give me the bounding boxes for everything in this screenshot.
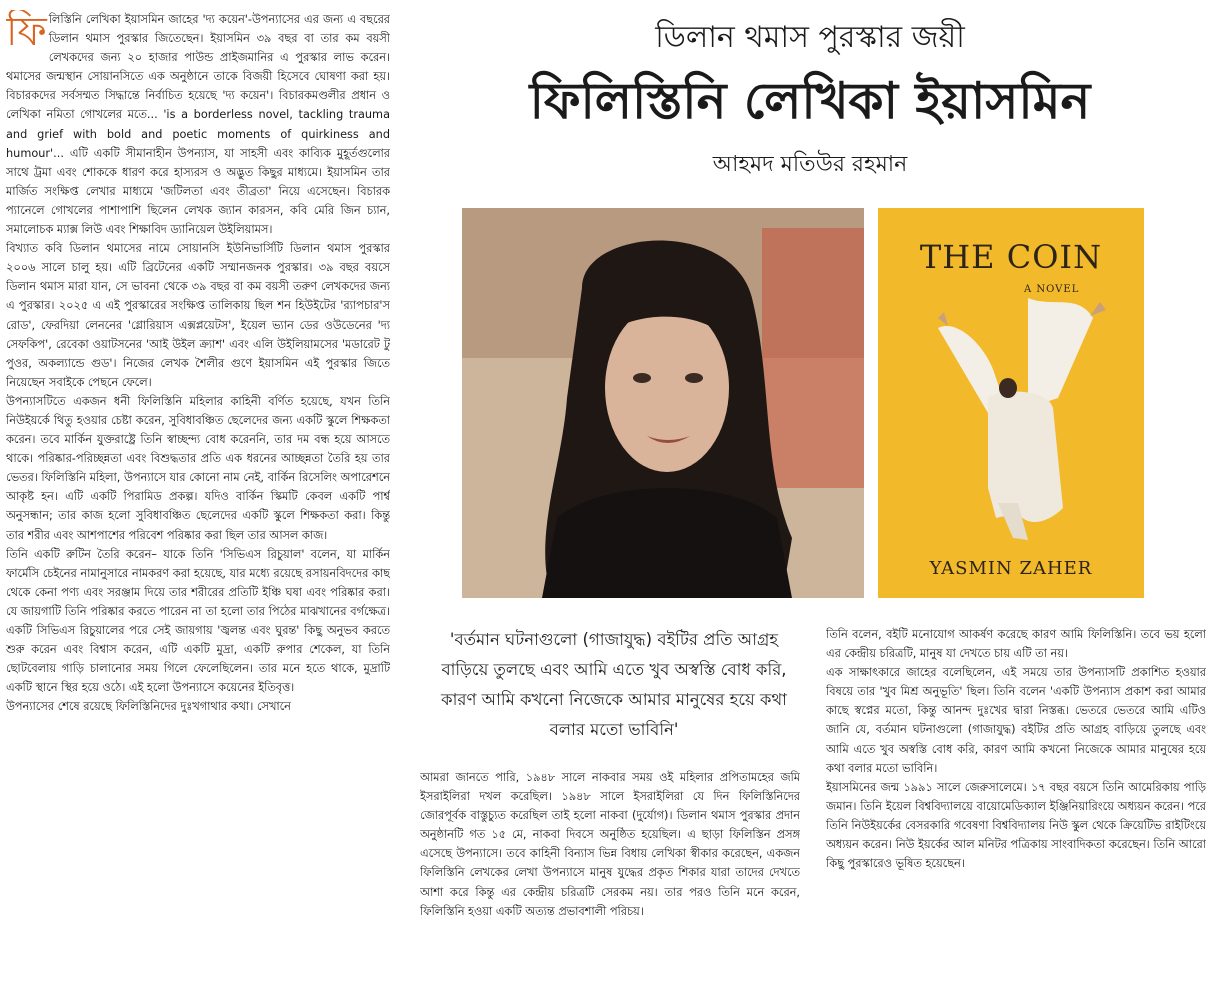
- headline-title: ফিলিস্তিনি লেখিকা ইয়াসমিন: [529, 72, 1091, 130]
- middle-text-column: [420, 768, 800, 980]
- author-portrait-photo: [462, 208, 864, 598]
- body-paragraph: তিনি একটি রুটিন তৈরি করেন– যাকে তিনি 'সিভিএস রিচুয়াল' বলেন, যা মার্কিন ফার্মেসি চেইনের নামানুসারে নামকরণ করা হয়েছে, যার মধ্যে রয়েছে রসায়নবিদদের কাছ থেকে কেনা পণ্য এবং সরঞ্জাম দিয়ে তার শরীরের প্রতিটি ইঞ্চি ঘষা এবং পরিষ্কার করা। যে জায়গাটি তিনি পরিষ্কার করতে পারেন না তা হলো তার পিঠের মাঝখানের বর্গক্ষেত্র। একটি সিভিএস রিচুয়ালের পরে সেই জায়গায় 'জ্বলন্ত এবং ঘুরন্ত' কিছু অনুভব করতে শুরু করেন এবং বিশ্বাস করেন, এটি একটি মুদ্রা, একটি রুপার শেকেল, যা তিনি ছোটবেলায় গাড়ি চালানোর সময় গিলে ফেলেছিলেন। তার মনে হতে থাকে, মুদ্রাটি একটি স্থানে স্থির হয়ে ওঠে। এই হলো উপন্যাসে কয়েনের ইতিবৃত্ত।: [6, 547, 390, 695]
- body-paragraph: উপন্যাসের শেষে রয়েছে ফিলিস্তিনিদের দুঃখগাথার কথা। সেখানে: [6, 700, 291, 714]
- dropcap: ফি: [6, 10, 47, 55]
- book-title: THE COIN: [919, 238, 1103, 276]
- body-paragraph: আমরা জানতে পারি, ১৯৪৮ সালে নাকবার সময় ওই মহিলার প্রপিতামহের জমি ইসরাইলিরা দখল করেছিল। ১৯৪৮ সালে ইসরাইলিরা যে দিন ফিলিস্তিনিদের জোরপূর্বক বাস্তুচ্যুত করেছিল তাই হলো নাকবা (দুর্যোগ)। ডিলান থমাস পুরস্কার প্রদান অনুষ্ঠানটি গত ১৫ মে, নাকবা দিবসে অনুষ্ঠিত হয়েছিল। এ ছাড়া ফিলিস্তিন প্রসঙ্গ এসেছে উপন্যাসে। তবে কাহিনী বিন্যাস ভিন্ন বিধায় লেখিকা স্বীকার করেছেন, একজন ফিলিস্তিনি লেখকের লেখা উপন্যাসে মানুষ যুদ্ধের প্রকৃত শিকার যারা তাদের দেখতে আশা করে কিন্তু এর কেন্দ্রীয় চরিত্রটি সেরকম নয়। তার পরও তিনি মনে করেন, ফিলিস্তিনি হওয়া একটি অত্যন্ত প্রভাবশালী পরিচয়।: [420, 771, 800, 918]
- lead-text: লিস্তিনি লেখিকা ইয়াসমিন জাহের 'দ্য কয়েন'-উপন্যাসের এর জন্য এ বছরের ডিলান থমাস পুরস্কার জিতেছেন। ইয়াসমিন ৩৯ বছর বা তার কম বয়সী লেখকদের জন্য ২০ হাজার পাউন্ড প্রাইজমানির এ পুরস্কার লাভ করেন। থমাসের জন্মস্থান সোয়ানসিতে এক অনুষ্ঠানে তাকে বিজয়ী হিসেবে ঘোষণা করা হয়। বিচারকদের সর্বসম্মত সিদ্ধান্তে নির্বাচিত হয়েছে 'দ্য কয়েন'। বিচারকমণ্ডলীর প্রধান ও লেখিকা নমিতা গোখলের মতে... 'is a borderless novel, tackling trauma and grief with bold and poetic moments of quirkiness and humour'... এটি একটি সীমানাহীন উপন্যাস, যা সাহসী এবং কাব্যিক মুহূর্তগুলোর সাথে ট্রমা এবং শোককে ধারণ করে হাস্যরস ও অদ্ভুত কিছুর মাধ্যমে। ইয়াসমিন তার মার্জিত সংক্ষিপ্ত লেখার মাধ্যমে 'জটিলতা এবং তীব্রতা' নিয়ে এসেছেন। বিচারক প্যানেলে গোখলের পাশাপাশি ছিলেন লেখক জ্যান কারসন, কবি মেরি জিন চ্যান, সমালোচক ম্যাক্স লিউ এবং শিক্ষাবিদ ড্যানিয়েল উইলিয়ামস।: [6, 13, 390, 237]
- body-paragraph: ইয়াসমিনের জন্ম ১৯৯১ সালে জেরুসালেমে। ১৭ বছর বয়সে তিনি আমেরিকায় পাড়ি জমান। তিনি ইয়েল বিশ্ববিদ্যালয়ে বায়োমেডিক্যাল ইঞ্জিনিয়ারিংয়ে অধ্যয়ন করেন। পরে তিনি নিউইয়র্কের বেসরকারি গবেষণা বিশ্ববিদ্যালয় নিউ স্কুল থেকে ক্রিয়েটিভ রাইটিংয়ে অধ্যয়ন করেন। নিউ ইয়র্কের আল মনিটর পত্রিকায় সাংবাদিকতা করেছেন। তিনি আরো কিছু পুরস্কারেও ভূষিত হয়েছেন।: [826, 780, 1206, 871]
- portrait-illustration: [462, 208, 864, 598]
- lead-paragraph: [6, 10, 390, 239]
- byline: আহমদ মতিউর রহমান: [712, 152, 908, 177]
- pull-quote: 'বর্তমান ঘটনাগুলো (গাজাযুদ্ধ) বইটির প্রতি আগ্রহ বাড়িয়ে তুলছে এবং আমি এতে খুব অস্বস্তি বোধ করি, কারণ আমি কখনো নিজেকে আমার মানুষের হয়ে কথা বলার মতো ভাবিনি': [441, 630, 787, 739]
- right-text-column: [826, 625, 1206, 975]
- left-text-column: [6, 10, 390, 982]
- body-paragraph: এক সাক্ষাৎকারে জাহের বলেছিলেন, এই সময়ে তার উপন্যাসটি প্রকাশিত হওয়ার বিষয়ে তার 'খুব মিশ্র অনুভূতি' ছিল। তিনি বলেন 'একটি উপন্যাস প্রকাশ করা আমার কাছে স্বপ্নের মতো, কিন্তু আনন্দ দুঃখের দ্বারা নিস্তব্ধ। ভেতরে ভেতরে আমি এটিও জানি যে, বর্তমান ঘটনাগুলো (গাজাযুদ্ধ) বইটির প্রতি আগ্রহ বাড়িয়ে তুলছে এবং আমি এতে খুব অস্বস্তি বোধ করি, কারণ আমি কখনো নিজেকে আমার মানুষের হয়ে কথা বলার মতো ভাবিনি।: [826, 666, 1206, 775]
- dancer-illustration: [878, 288, 1144, 553]
- body-paragraph: তিনি বলেন, বইটি মনোযোগ আকর্ষণ করেছে কারণ আমি ফিলিস্তিনি। তবে ভয় হলো এর কেন্দ্রীয় চরিত্রটি, মানুষ যা দেখতে চায় এটি তা নয়।: [826, 628, 1206, 661]
- book-cover: [878, 208, 1144, 598]
- body-paragraph: বিখ্যাত কবি ডিলান থমাসের নামে সোয়ানসি ইউনিভার্সিটি ডিলান থমাস পুরস্কার ২০০৬ সালে চালু হয়। এটি ব্রিটেনের একটি সম্মানজনক পুরস্কার। ৩৯ বছর বয়সে ডিলান থমাস মারা যান, সে ভাবনা থেকে ৩৯ বছর বা কম বয়সী তরুণ লেখকদের জন্য এ পুরস্কার। ২০২৫ এ এই পুরস্কারের সংক্ষিপ্ত তালিকায় ছিল শন হিউইটের 'র‍্যাপচার'স রোড', ফেরদিয়া লেননের 'গ্লোরিয়াস এক্সপ্লয়েটস', ইয়েল ভ্যান ডের ওউডেনের 'দ্য সেফকিপ', রেবেকা ওয়াটসনের 'আই উইল ক্র্যাশ' এবং এলি উইলিয়ামসের 'মডারেট টু পুওর, অকল্যান্ডে গুড'। নিজের লেখক শৈলীর গুণে ইয়াসমিন এই পুরস্কার জিতে নিয়েছেন সবাইকে পেছনে ফেলে।: [6, 242, 390, 389]
- kicker-heading: ডিলান থমাস পুরস্কার জয়ী: [655, 20, 965, 55]
- body-paragraph: উপন্যাসটিতে একজন ধনী ফিলিস্তিনি মহিলার কাহিনী বর্ণিত হয়েছে, যখন তিনি নিউইয়র্কে থিতু হওয়ার চেষ্টা করেন, সুবিধাবঞ্চিত ছেলেদের জন্য একটি স্কুলে শিক্ষকতা করেন। তবে মার্কিন যুক্তরাষ্ট্রে তিনি স্বাচ্ছন্দ্য বোধ করেননি, তার দম বন্ধ হয়ে আসতে থাকে। পরিষ্কার-পরিচ্ছন্নতা এবং বিশুদ্ধতার প্রতি এক ধরনের আচ্ছন্নতা তৈরি হয় তার ভেতর। ফিলিস্তিনি মহিলা, উপন্যাসে যার কোনো নাম নেই, বার্কিন রিসেলিং অপারেশনে আকৃষ্ট হন। এটি একটি পিরামিড প্রকল্প। যদিও বার্কিন স্কিমটি কেবল একটি পার্শ্ব অনুসন্ধান; তার কাজ হলো সুবিধাবঞ্চিত ছেলেদের একটি স্কুলে শিক্ষকতা করা। কিন্তু তার শরীর এবং আশপাশের পরিবেশ পরিষ্কার করা ছিল তার আসল কাজ।: [6, 394, 390, 542]
- book-author: YASMIN ZAHER: [929, 558, 1093, 579]
- book-subtitle: A NOVEL: [1024, 284, 1080, 295]
